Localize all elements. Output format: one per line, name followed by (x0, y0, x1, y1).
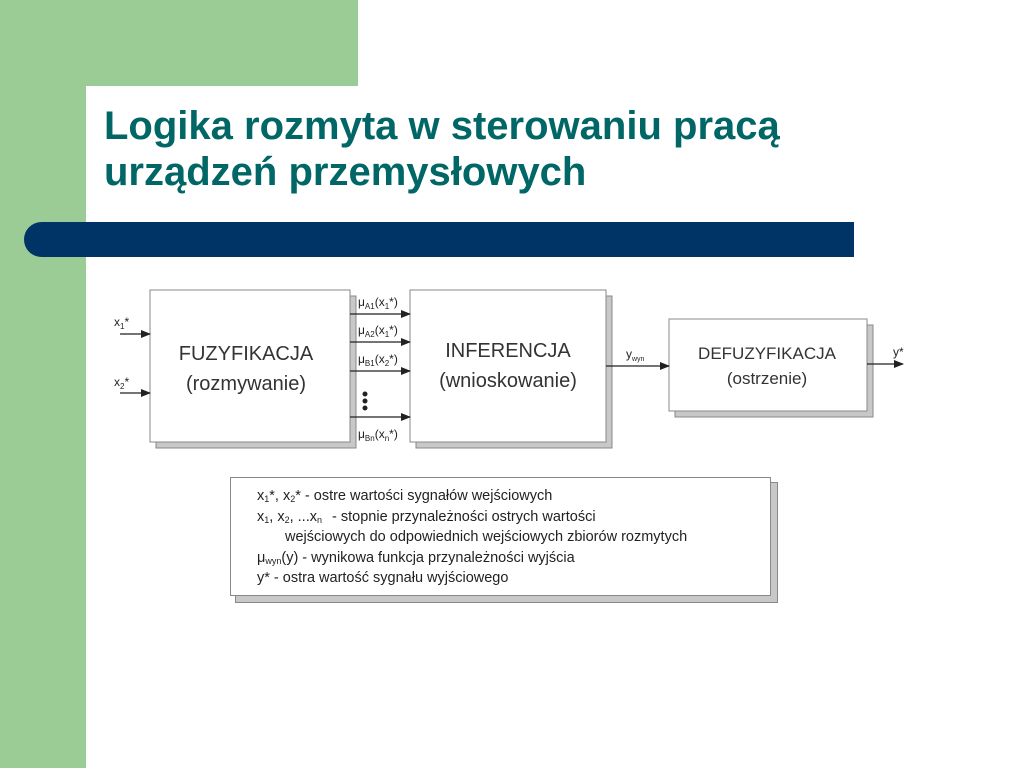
fuzzification-subtitle: (rozmywanie) (185, 373, 307, 395)
legend-line-3: wejściowych do odpowiednich wejściowych zbiorów rozmytych (285, 529, 688, 545)
input-x1-label: $x_1*$ (114, 315, 130, 331)
title-line-2: urządzeń przemysłowych (104, 150, 587, 194)
membership-b1-label: $\mu_{B1}(x_2*)$ (358, 352, 398, 368)
defuzzification-block (669, 319, 873, 417)
legend-line-4: $\mu_{wyn}(y)$ - wynikowa funkcja przynależności wyjścia (257, 549, 575, 566)
legend-line-5: y* - ostra wartość sygnału wyjściowego (257, 570, 509, 586)
defuzzification-title: DEFUZYFIKACJA (698, 344, 836, 363)
legend-box (230, 477, 771, 596)
defuzzification-subtitle: (ostrzenie) (726, 369, 808, 388)
ellipsis-dots (363, 392, 368, 411)
membership-a1-label: $\mu_{A1}(x_1*)$ (358, 295, 398, 311)
fuzzification-block (150, 290, 356, 448)
legend-line-1: $x_1*$, $x_2*$ - ostre wartości sygnałów wejściowych (257, 488, 553, 504)
membership-bn-label: $\mu_{Bn}(x_n*)$ (358, 427, 398, 443)
input-x2-label: $x_2*$ (114, 375, 130, 391)
inference-subtitle: (wnioskowanie) (439, 370, 577, 392)
output-label: y* (893, 345, 904, 359)
inference-block (410, 290, 612, 448)
title-line-1: Logika rozmyta w sterowaniu pracą (104, 104, 780, 148)
membership-a2-label: $\mu_{A2}(x_1*)$ (358, 323, 398, 339)
legend-line-2: $x_1$, $x_2$, $...x_n$ - stopnie przynależności ostrych wartości (257, 508, 596, 525)
fuzzification-title: FUZYFIKACJA (178, 343, 314, 365)
y-wyn-label: $y_{wyn}$ (626, 347, 645, 363)
inference-title: INFERENCJA (445, 340, 571, 362)
